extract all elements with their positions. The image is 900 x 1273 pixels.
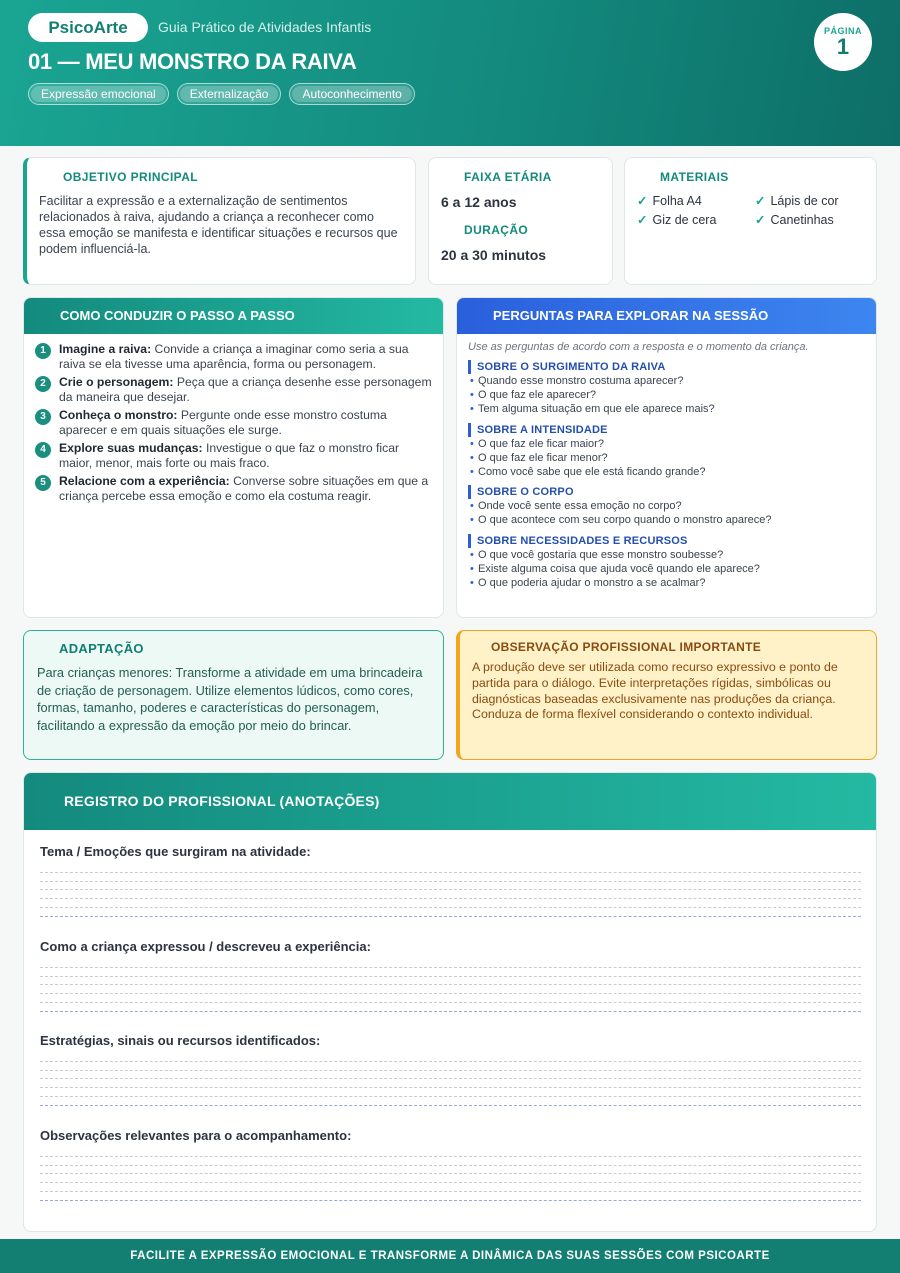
register-field: [40, 1128, 861, 1201]
materials-label: MATERIAIS: [660, 170, 729, 184]
writing-line[interactable]: [40, 1097, 861, 1106]
register-field-label: Estratégias, sinais ou recursos identificados:: [40, 1033, 321, 1048]
page-number: 1: [836, 34, 850, 59]
step-text: Investigue o que faz o monstro ficar maior, menor, mais forte ou mais fraco.: [59, 441, 400, 470]
step-text: Convide a criança a imaginar como seria a sua raiva se ela tivesse uma aparência, forma ou personagem.: [59, 342, 409, 371]
objective-card: [23, 157, 416, 285]
question-item: • Tem alguma situação em que ele aparece mais?: [468, 402, 866, 416]
age-label: FAIXA ETÁRIA: [464, 170, 552, 184]
steps-title: COMO CONDUZIR O PASSO A PASSO: [24, 298, 443, 334]
writing-line[interactable]: [40, 908, 861, 917]
writing-line[interactable]: [40, 1071, 861, 1080]
register-field: [40, 1033, 861, 1106]
writing-line[interactable]: [40, 1003, 861, 1012]
step-item: [35, 408, 433, 438]
age-duration-card: [428, 157, 613, 285]
writing-line[interactable]: [40, 959, 861, 968]
material-item: ✓ Giz de cera: [637, 213, 717, 227]
question-item: • Como você sabe que ele está ficando grande?: [468, 465, 866, 479]
material-item: ✓ Canetinhas: [755, 213, 834, 227]
step-title: Imagine a raiva:: [59, 342, 152, 356]
step-item: [35, 375, 433, 405]
register-field-label: Como a criança expressou / descreveu a experiência:: [40, 939, 371, 954]
duration-value: 20 a 30 minutos: [441, 247, 547, 263]
question-item: • Existe alguma coisa que ajuda você quando ele aparece?: [468, 562, 866, 576]
writing-line[interactable]: [40, 890, 861, 899]
question-item: • O que faz ele aparecer?: [468, 388, 866, 402]
adaptation-title: ADAPTAÇÃO: [59, 641, 144, 656]
writing-line[interactable]: [40, 899, 861, 908]
writing-line[interactable]: [40, 1183, 861, 1192]
register-card: [23, 772, 877, 1232]
age-value: 6 a 12 anos: [441, 194, 517, 210]
materials-list: [637, 193, 867, 228]
observation-title: OBSERVAÇÃO PROFISSIONAL IMPORTANTE: [491, 640, 761, 654]
check-icon: ✓: [755, 213, 766, 227]
questions-intro: Use as perguntas de acordo com a resposta e o momento da criança.: [468, 341, 809, 353]
steps-list: [24, 334, 443, 504]
tag-chip: Externalização: [177, 83, 282, 105]
step-item: [35, 474, 433, 504]
writing-line[interactable]: [40, 873, 861, 882]
step-title: Crie o personagem:: [59, 375, 174, 389]
step-text: Pergunte onde esse monstro costuma aparecer e em quais situações ele surge.: [59, 408, 387, 437]
question-item: • O que acontece com seu corpo quando o monstro aparece?: [468, 513, 866, 527]
writing-line[interactable]: [40, 968, 861, 977]
footer-banner: FACILITE A EXPRESSÃO EMOCIONAL E TRANSFORME A DINÂMICA DAS SUAS SESSÕES COM PSICOARTE: [0, 1239, 900, 1273]
writing-line[interactable]: [40, 977, 861, 986]
writing-line[interactable]: [40, 1062, 861, 1071]
step-number: 4: [35, 442, 51, 458]
question-section-heading: SOBRE NECESSIDADES E RECURSOS: [468, 534, 866, 548]
register-field-label: Tema / Emoções que surgiram na atividade:: [40, 844, 311, 859]
writing-line[interactable]: [40, 1079, 861, 1088]
brand-logo: PsicoArte: [28, 13, 148, 42]
materials-card: [624, 157, 877, 285]
step-number: 2: [35, 376, 51, 392]
writing-line[interactable]: [40, 1148, 861, 1157]
register-field: [40, 939, 861, 1012]
question-item: • O que você gostaria que esse monstro soubesse?: [468, 548, 866, 562]
writing-line[interactable]: [40, 1192, 861, 1201]
tag-list: [28, 83, 415, 105]
adaptation-text: Para crianças menores: Transforme a atividade em uma brincadeira de criação de personagem. Utilize elementos lúdicos, como cores, formas, tamanho, poderes e características do personagem, facilitando a expressão da emoção por meio do brincar.: [37, 665, 423, 733]
question-item: • Onde você sente essa emoção no corpo?: [468, 499, 866, 513]
writing-line[interactable]: [40, 864, 861, 873]
question-section: [457, 360, 876, 417]
writing-line[interactable]: [40, 1088, 861, 1097]
page-label: PÁGINA: [823, 26, 862, 36]
check-icon: ✓: [755, 194, 766, 208]
question-section: [457, 423, 876, 480]
observation-text: A produção deve ser utilizada como recurso expressivo e ponto de partida para o diálogo. Evite interpretações rígidas, simbólicas ou diagnósticas baseadas exclusivamente nas produções da criança. Conduza de forma flexível considerando o contexto individual.: [472, 660, 838, 722]
question-section-heading: SOBRE A INTENSIDADE: [468, 423, 866, 437]
writing-line[interactable]: [40, 985, 861, 994]
observation-card: [456, 630, 877, 760]
question-section: [457, 485, 876, 527]
question-section: [457, 534, 876, 591]
writing-line[interactable]: [40, 882, 861, 891]
questions-card: [456, 297, 877, 618]
tag-chip: Expressão emocional: [28, 83, 169, 105]
step-title: Relacione com a experiência:: [59, 474, 230, 488]
material-item: ✓ Lápis de cor: [755, 194, 839, 208]
register-field-label: Observações relevantes para o acompanhamento:: [40, 1128, 352, 1143]
question-item: • O que poderia ajudar o monstro a se acalmar?: [468, 576, 866, 590]
question-item: • O que faz ele ficar maior?: [468, 437, 866, 451]
check-icon: ✓: [637, 213, 648, 227]
step-number: 1: [35, 343, 51, 359]
steps-card: [23, 297, 444, 618]
questions-title: PERGUNTAS PARA EXPLORAR NA SESSÃO: [457, 298, 876, 334]
duration-label: DURAÇÃO: [464, 223, 529, 237]
question-section-heading: SOBRE O CORPO: [468, 485, 866, 499]
step-title: Explore suas mudanças:: [59, 441, 203, 455]
page-header: [0, 0, 900, 146]
step-title: Conheça o monstro:: [59, 408, 178, 422]
tag-chip: Autoconhecimento: [289, 83, 414, 105]
writing-line[interactable]: [40, 1166, 861, 1175]
objective-text: Facilitar a expressão e a externalização de sentimentos relacionados à raiva, ajudando a criança a reconhecer como essa emoção se manifesta e identificar situações e recursos que podem influenciá-la.: [39, 194, 398, 256]
page-title: 01 — MEU MONSTRO DA RAIVA: [28, 49, 357, 74]
objective-label: OBJETIVO PRINCIPAL: [63, 170, 198, 184]
writing-line[interactable]: [40, 994, 861, 1003]
register-title: REGISTRO DO PROFISSIONAL (ANOTAÇÕES): [24, 773, 876, 830]
writing-line[interactable]: [40, 1174, 861, 1183]
step-number: 3: [35, 409, 51, 425]
guide-subtitle: Guia Prático de Atividades Infantis: [158, 19, 372, 35]
register-field: [40, 844, 861, 917]
step-item: [35, 342, 433, 372]
question-section-heading: SOBRE O SURGIMENTO DA RAIVA: [468, 360, 866, 374]
writing-line[interactable]: [40, 1157, 861, 1166]
writing-line[interactable]: [40, 1053, 861, 1062]
adaptation-card: [23, 630, 444, 760]
page-number-badge: [814, 13, 872, 71]
step-item: [35, 441, 433, 471]
check-icon: ✓: [637, 194, 648, 208]
material-item: ✓ Folha A4: [637, 194, 702, 208]
question-item: • Quando esse monstro costuma aparecer?: [468, 374, 866, 388]
step-number: 5: [35, 475, 51, 491]
step-text: Converse sobre situações em que a criança percebe essa emoção e como ela costuma reagir.: [59, 474, 429, 503]
step-text: Peça que a criança desenhe esse personagem da maneira que desejar.: [59, 375, 432, 404]
question-item: • O que faz ele ficar menor?: [468, 451, 866, 465]
